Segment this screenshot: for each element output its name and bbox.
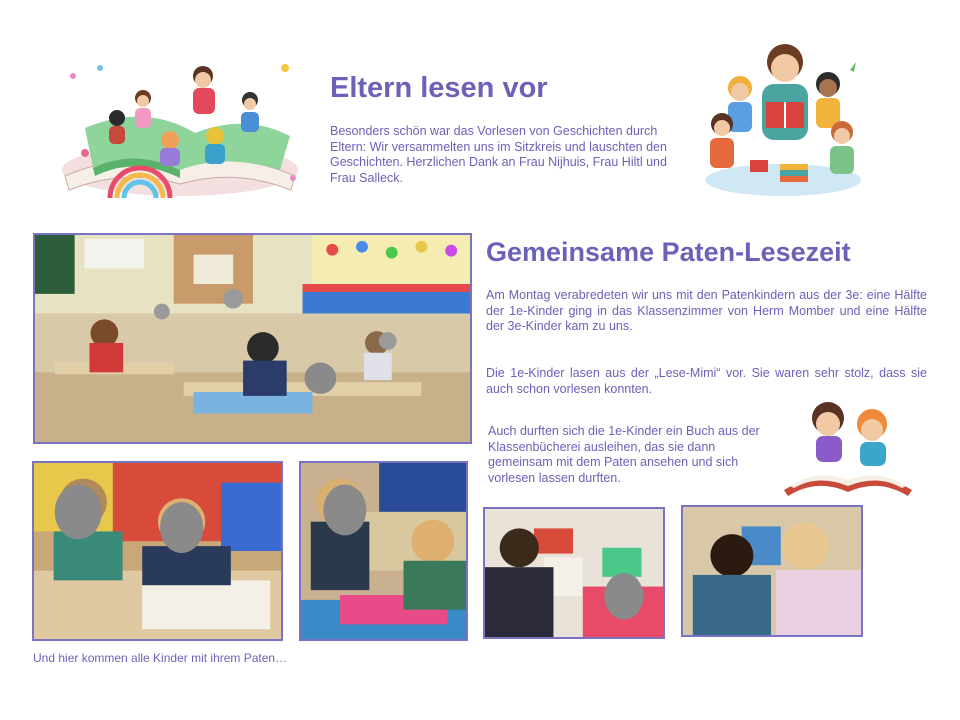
classroom-photo [33, 233, 472, 444]
photo-two-girls-tablet [681, 505, 863, 637]
section2-para3: Auch durften sich die 1e-Kinder ein Buch aus der Klassenbücherei ausleihen, das sie dann gemeinsam mit dem Paten ansehen und sich vorlesen lassen durften. [488, 424, 760, 485]
teacher-reading-illustration [700, 40, 866, 198]
photo-two-boys-reading [32, 461, 283, 641]
photo-girl-with-book [483, 507, 665, 639]
photos-caption: Und hier kommen alle Kinder mit ihrem Paten… [33, 651, 288, 665]
section1-body: Besonders schön war das Vorlesen von Geschichten durch Eltern: Wir versammelten uns im Sitzkreis und lauschten den Geschichten. Herzlichen Dank an Frau Nijhuis, Frau Hiltl und Frau Salleck. [330, 124, 667, 185]
photo-kids-with-book [299, 461, 468, 641]
section2-para2: Die 1e-Kinder lasen aus der „Lese-Mimi“ vor. Sie waren sehr stolz, dass sie auch schon vorlesen konnten. [486, 366, 927, 396]
kids-reading-illustration [782, 388, 914, 498]
section2-title: Gemeinsame Paten-Lesezeit [486, 237, 851, 267]
section1-title: Eltern lesen vor [330, 72, 548, 104]
section2-para1: Am Montag verabredeten wir uns mit den Patenkindern aus der 3e: eine Hälfte der 1e-Kinder ging in das Klassenzimmer von Herm Momber und eine Hälfte der 3e-Kinder kam zu uns. [486, 288, 927, 333]
reading-book-illustration-left [55, 58, 305, 200]
